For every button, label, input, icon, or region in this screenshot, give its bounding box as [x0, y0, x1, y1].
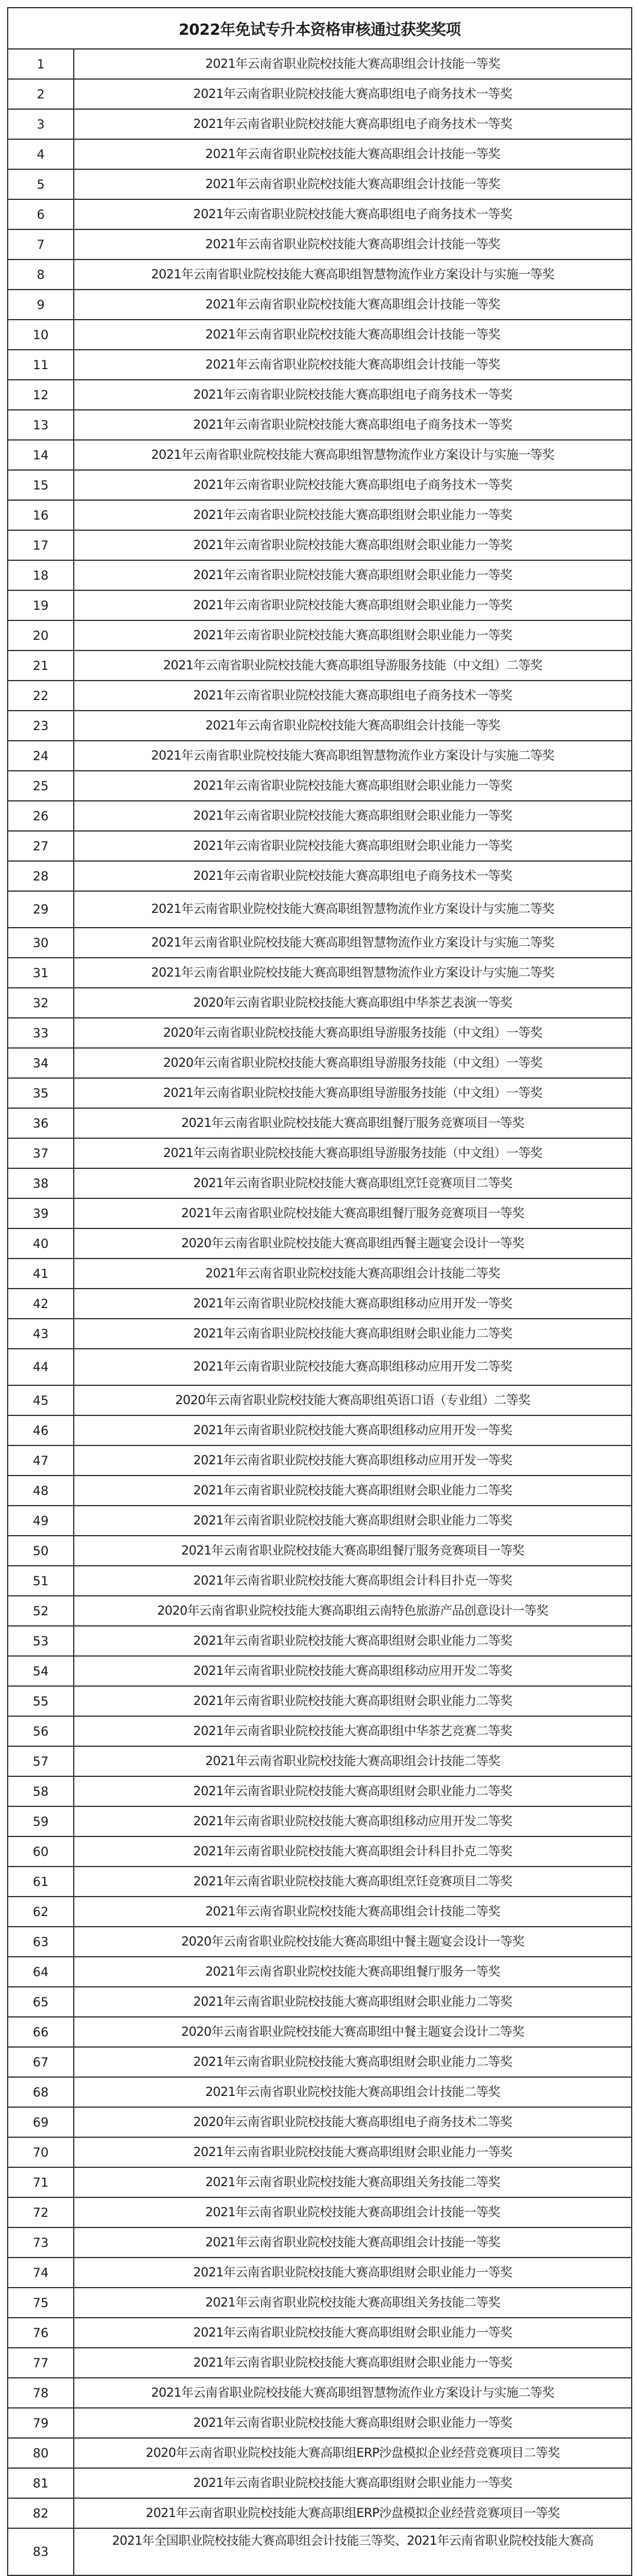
award-name: 2021年云南省职业院校技能大赛高职组财会职业能力二等奖 — [193, 1483, 513, 1497]
table-row — [8, 1596, 631, 1627]
table-row — [8, 621, 631, 651]
row-number: 14 — [8, 441, 74, 469]
table-row — [8, 1717, 631, 1747]
table-row — [8, 1259, 631, 1289]
table-row — [8, 1139, 631, 1169]
award-name: 2020年云南省职业院校技能大赛高职组导游服务技能（中文组）一等奖 — [163, 1025, 543, 1040]
award-name: 2021年云南省职业院校技能大赛高职组财会职业能力一等奖 — [193, 778, 513, 793]
award-name: 2021年云南省职业院校技能大赛高职组移动应用开发一等奖 — [193, 1296, 513, 1310]
row-number: 59 — [8, 1807, 74, 1836]
row-number: 28 — [8, 862, 74, 891]
table-row — [8, 501, 631, 531]
table-row — [8, 50, 631, 80]
row-number: 78 — [8, 2378, 74, 2407]
table-row — [8, 1807, 631, 1837]
row-number: 13 — [8, 410, 74, 439]
table-row — [8, 2228, 631, 2258]
row-number: 69 — [8, 2108, 74, 2137]
award-name: 2021年云南省职业院校技能大赛高职组财会职业能力一等奖 — [193, 808, 513, 823]
table-row — [8, 2348, 631, 2378]
row-number: 53 — [8, 1627, 74, 1655]
row-number: 32 — [8, 988, 74, 1017]
award-name: 2021年云南省职业院校技能大赛高职组烹饪竞赛项目二等奖 — [193, 1175, 513, 1190]
row-number: 38 — [8, 1169, 74, 1198]
row-number: 81 — [8, 2469, 74, 2498]
row-number: 12 — [8, 380, 74, 409]
table-row — [8, 2439, 631, 2469]
row-number: 31 — [8, 958, 74, 987]
table-row — [8, 1199, 631, 1229]
row-number: 36 — [8, 1109, 74, 1138]
table-row — [8, 1386, 631, 1416]
table-row — [8, 410, 631, 441]
award-name: 2021年云南省职业院校技能大赛高职组会计技能一等奖 — [205, 357, 500, 372]
row-number: 49 — [8, 1506, 74, 1535]
row-number: 9 — [8, 290, 74, 319]
award-name: 2021年云南省职业院校技能大赛高职组会计技能一等奖 — [205, 297, 500, 311]
row-number: 52 — [8, 1596, 74, 1625]
award-name: 2021年云南省职业院校技能大赛高职组智慧物流作业方案设计与实施二等奖 — [151, 935, 554, 949]
award-name: 2020年云南省职业院校技能大赛高职组中华茶艺表演一等奖 — [193, 995, 513, 1010]
award-name: 2021年云南省职业院校技能大赛高职组会计科目扑克一等奖 — [193, 1573, 513, 1588]
row-number: 79 — [8, 2409, 74, 2437]
award-name: 2021年云南省职业院校技能大赛高职组财会职业能力一等奖 — [193, 2475, 513, 2490]
row-number: 80 — [8, 2439, 74, 2467]
table-row — [8, 928, 631, 958]
table-row — [8, 958, 631, 988]
table-row — [8, 1018, 631, 1049]
table-row — [8, 1927, 631, 1957]
table-row — [8, 1319, 631, 1349]
table-row — [8, 801, 631, 832]
award-name: 2021年云南省职业院校技能大赛高职组电子商务技术一等奖 — [193, 86, 513, 101]
table-row — [8, 681, 631, 711]
row-number: 71 — [8, 2168, 74, 2197]
row-number: 25 — [8, 771, 74, 800]
row-number: 82 — [8, 2499, 74, 2528]
row-number: 24 — [8, 741, 74, 770]
award-name: 2021年云南省职业院校技能大赛高职组移动应用开发二等奖 — [193, 1359, 513, 1374]
row-number: 4 — [8, 140, 74, 169]
table-row — [8, 988, 631, 1018]
table-row — [8, 1657, 631, 1687]
table-row — [8, 2108, 631, 2138]
award-name: 2021年云南省职业院校技能大赛高职组关务技能二等奖 — [205, 2174, 500, 2189]
table-row — [8, 2378, 631, 2409]
award-name: 2021年云南省职业院校技能大赛高职组财会职业能力一等奖 — [193, 2144, 513, 2159]
row-number: 5 — [8, 170, 74, 199]
table-row — [8, 1957, 631, 1987]
row-number: 61 — [8, 1867, 74, 1896]
award-name: 2021年云南省职业院校技能大赛高职组烹饪竞赛项目二等奖 — [193, 1874, 513, 1888]
table-row — [8, 2469, 631, 2499]
award-name: 2021年云南省职业院校技能大赛高职组ERP沙盘模拟企业经营竞赛项目一等奖 — [146, 2505, 560, 2520]
table-row — [8, 441, 631, 471]
award-name: 2021年云南省职业院校技能大赛高职组电子商务技术一等奖 — [193, 477, 513, 492]
table-row — [8, 2018, 631, 2048]
row-number: 40 — [8, 1229, 74, 1258]
award-name: 2021年云南省职业院校技能大赛高职组财会职业能力二等奖 — [193, 1513, 513, 1527]
table-row — [8, 531, 631, 561]
row-number: 58 — [8, 1777, 74, 1806]
award-name: 2021年云南省职业院校技能大赛高职组财会职业能力一等奖 — [193, 627, 513, 642]
award-name: 2021年云南省职业院校技能大赛高职组移动应用开发一等奖 — [193, 1453, 513, 1467]
award-name: 2020年云南省职业院校技能大赛高职组中餐主题宴会设计一等奖 — [181, 1934, 524, 1949]
row-number: 18 — [8, 561, 74, 590]
table-row — [8, 1987, 631, 2018]
table-title: 2022年免试专升本资格审核通过获奖奖项 — [8, 8, 631, 50]
award-name: 2021年云南省职业院校技能大赛高职组会计科目扑克二等奖 — [193, 1844, 513, 1858]
row-number: 1 — [8, 50, 74, 78]
row-number: 54 — [8, 1657, 74, 1685]
row-number: 47 — [8, 1446, 74, 1475]
award-name: 2021年云南省职业院校技能大赛高职组智慧物流作业方案设计与实施二等奖 — [151, 965, 554, 980]
table-row — [8, 320, 631, 350]
award-name: 2021年云南省职业院校技能大赛高职组导游服务技能（中文组）一等奖 — [163, 1085, 543, 1100]
table-row — [8, 1687, 631, 1717]
table-row — [8, 110, 631, 140]
award-name: 2021年云南省职业院校技能大赛高职组财会职业能力一等奖 — [193, 537, 513, 552]
award-name: 2021年云南省职业院校技能大赛高职组电子商务技术一等奖 — [193, 206, 513, 221]
row-number: 77 — [8, 2348, 74, 2377]
row-number: 48 — [8, 1476, 74, 1505]
award-name: 2021年云南省职业院校技能大赛高职组会计技能一等奖 — [205, 176, 500, 191]
table-row — [8, 170, 631, 200]
award-name: 2021年云南省职业院校技能大赛高职组财会职业能力二等奖 — [193, 1633, 513, 1648]
row-number: 41 — [8, 1259, 74, 1288]
row-number: 65 — [8, 1987, 74, 2016]
table-row — [8, 350, 631, 380]
award-name: 2021年云南省职业院校技能大赛高职组财会职业能力一等奖 — [193, 597, 513, 612]
table-row — [8, 771, 631, 801]
row-number: 75 — [8, 2288, 74, 2317]
row-number: 60 — [8, 1837, 74, 1866]
row-number: 19 — [8, 591, 74, 620]
table-row — [8, 2318, 631, 2348]
award-name: 2021年云南省职业院校技能大赛高职组财会职业能力二等奖 — [193, 1693, 513, 1708]
row-number: 46 — [8, 1416, 74, 1445]
table-row — [8, 892, 631, 928]
table-row — [8, 2168, 631, 2198]
award-name: 2021年云南省职业院校技能大赛高职组餐厅服务竞赛项目一等奖 — [181, 1205, 524, 1220]
table-row — [8, 1446, 631, 1476]
award-name: 2021年云南省职业院校技能大赛高职组会计技能一等奖 — [205, 2235, 500, 2249]
award-name: 2021年云南省职业院校技能大赛高职组财会职业能力二等奖 — [193, 1994, 513, 2009]
award-name: 2021年云南省职业院校技能大赛高职组会计技能一等奖 — [205, 56, 500, 71]
award-name: 2021年云南省职业院校技能大赛高职组财会职业能力一等奖 — [193, 838, 513, 853]
table-row — [8, 1747, 631, 1777]
award-name: 2020年云南省职业院校技能大赛高职组ERP沙盘模拟企业经营竞赛项目二等奖 — [146, 2445, 560, 2460]
row-number: 3 — [8, 110, 74, 139]
award-name: 2021年云南省职业院校技能大赛高职组关务技能二等奖 — [205, 2295, 500, 2309]
award-name: 2021年云南省职业院校技能大赛高职组会计技能一等奖 — [205, 2204, 500, 2219]
row-number: 50 — [8, 1536, 74, 1565]
award-name: 2021年云南省职业院校技能大赛高职组移动应用开发一等奖 — [193, 1422, 513, 1437]
row-number: 11 — [8, 350, 74, 379]
row-number: 22 — [8, 681, 74, 710]
row-number: 6 — [8, 200, 74, 229]
award-name: 2021年云南省职业院校技能大赛高职组财会职业能力一等奖 — [193, 507, 513, 522]
award-name: 2021年云南省职业院校技能大赛高职组财会职业能力一等奖 — [193, 2355, 513, 2370]
award-name: 2021年云南省职业院校技能大赛高职组财会职业能力二等奖 — [193, 1783, 513, 1798]
award-name: 2020年云南省职业院校技能大赛高职组云南特色旅游产品创意设计一等奖 — [157, 1603, 549, 1618]
row-number: 67 — [8, 2048, 74, 2076]
row-number: 7 — [8, 230, 74, 259]
table-row — [8, 1566, 631, 1596]
row-number: 45 — [8, 1386, 74, 1415]
row-number: 2 — [8, 80, 74, 109]
row-number: 29 — [8, 892, 74, 927]
award-name: 2020年云南省职业院校技能大赛高职组电子商务技术二等奖 — [193, 2114, 513, 2129]
table-row — [8, 471, 631, 501]
award-name: 2021年云南省职业院校技能大赛高职组会计技能二等奖 — [205, 1266, 500, 1280]
row-number: 33 — [8, 1018, 74, 1047]
row-number: 10 — [8, 320, 74, 349]
award-name: 2021年云南省职业院校技能大赛高职组财会职业能力一等奖 — [193, 2265, 513, 2279]
award-name: 2021年云南省职业院校技能大赛高职组餐厅服务竞赛项目一等奖 — [181, 1115, 524, 1130]
row-number: 20 — [8, 621, 74, 650]
award-name: 2020年云南省职业院校技能大赛高职组西餐主题宴会设计一等奖 — [181, 1236, 524, 1250]
award-name: 2020年云南省职业院校技能大赛高职组导游服务技能（中文组）一等奖 — [163, 1055, 543, 1070]
award-name: 2021年云南省职业院校技能大赛高职组智慧物流作业方案设计与实施一等奖 — [151, 267, 554, 281]
award-name: 2021年云南省职业院校技能大赛高职组移动应用开发二等奖 — [193, 1813, 513, 1828]
row-number: 30 — [8, 928, 74, 957]
table-row — [8, 2499, 631, 2529]
award-name: 2021年云南省职业院校技能大赛高职组电子商务技术一等奖 — [193, 387, 513, 402]
table-row — [8, 591, 631, 621]
table-row — [8, 862, 631, 892]
row-number: 23 — [8, 711, 74, 740]
table-row — [8, 1416, 631, 1446]
award-name: 2021年云南省职业院校技能大赛高职组电子商务技术一等奖 — [193, 116, 513, 131]
table-row — [8, 1476, 631, 1506]
table-row — [8, 1837, 631, 1867]
award-name: 2021年云南省职业院校技能大赛高职组会计技能二等奖 — [205, 1753, 500, 1768]
table-row — [8, 2198, 631, 2228]
row-number: 70 — [8, 2138, 74, 2167]
row-number: 44 — [8, 1349, 74, 1385]
award-name: 2021年云南省职业院校技能大赛高职组财会职业能力一等奖 — [193, 2415, 513, 2430]
table-row — [8, 1777, 631, 1807]
award-name: 2021年云南省职业院校技能大赛高职组财会职业能力一等奖 — [193, 567, 513, 582]
award-name: 2021年云南省职业院校技能大赛高职组餐厅服务一等奖 — [205, 1964, 500, 1979]
row-number: 64 — [8, 1957, 74, 1986]
table-row — [8, 1079, 631, 1109]
table-row — [8, 711, 631, 741]
award-name: 2021年云南省职业院校技能大赛高职组智慧物流作业方案设计与实施一等奖 — [151, 447, 554, 462]
table-row — [8, 651, 631, 681]
table-row — [8, 741, 631, 771]
awards-table — [7, 7, 632, 2576]
row-number: 15 — [8, 471, 74, 500]
row-number: 35 — [8, 1079, 74, 1108]
row-number: 68 — [8, 2078, 74, 2107]
award-name: 2021年云南省职业院校技能大赛高职组电子商务技术一等奖 — [193, 688, 513, 702]
table-row — [8, 230, 631, 260]
table-row — [8, 832, 631, 862]
award-name: 2021年云南省职业院校技能大赛高职组智慧物流作业方案设计与实施二等奖 — [151, 2385, 554, 2400]
row-number: 74 — [8, 2258, 74, 2287]
row-number: 62 — [8, 1897, 74, 1926]
row-number: 63 — [8, 1927, 74, 1956]
award-name: 2021年云南省职业院校技能大赛高职组财会职业能力二等奖 — [193, 2054, 513, 2069]
row-number: 66 — [8, 2018, 74, 2046]
row-number: 57 — [8, 1747, 74, 1776]
award-name: 2021年云南省职业院校技能大赛高职组会计技能一等奖 — [205, 146, 500, 161]
row-number: 55 — [8, 1687, 74, 1716]
table-row — [8, 1229, 631, 1259]
table-row — [8, 80, 631, 110]
row-number: 83 — [8, 2529, 74, 2575]
award-name: 2020年云南省职业院校技能大赛高职组英语口语（专业组）二等奖 — [175, 1392, 530, 1407]
award-name: 2020年云南省职业院校技能大赛高职组中餐主题宴会设计二等奖 — [181, 2024, 524, 2039]
row-number: 51 — [8, 1566, 74, 1595]
row-number: 26 — [8, 801, 74, 830]
table-row — [8, 200, 631, 230]
table-row — [8, 380, 631, 410]
table-row — [8, 2409, 631, 2439]
table-row — [8, 2048, 631, 2078]
row-number: 8 — [8, 260, 74, 289]
table-row — [8, 290, 631, 320]
table-row — [8, 2529, 631, 2576]
table-row — [8, 1867, 631, 1897]
award-name: 2021年云南省职业院校技能大赛高职组会计技能一等奖 — [205, 327, 500, 341]
table-row — [8, 1349, 631, 1386]
table-row — [8, 1049, 631, 1079]
award-name: 2021年云南省职业院校技能大赛高职组智慧物流作业方案设计与实施二等奖 — [151, 902, 554, 916]
row-number: 21 — [8, 651, 74, 680]
row-number: 56 — [8, 1717, 74, 1746]
award-name: 2021年云南省职业院校技能大赛高职组餐厅服务竞赛项目一等奖 — [181, 1543, 524, 1558]
award-name: 2021年云南省职业院校技能大赛高职组会计技能一等奖 — [205, 718, 500, 732]
table-row — [8, 561, 631, 591]
table-row — [8, 1536, 631, 1566]
table-body — [8, 50, 631, 2576]
award-name: 2021年云南省职业院校技能大赛高职组电子商务技术一等奖 — [193, 868, 513, 883]
table-row — [8, 1627, 631, 1657]
award-name: 2021年云南省职业院校技能大赛高职组财会职业能力二等奖 — [193, 1326, 513, 1340]
award-name: 2021年云南省职业院校技能大赛高职组会计技能二等奖 — [205, 2084, 500, 2099]
table-row — [8, 1169, 631, 1199]
table-row — [8, 1289, 631, 1319]
row-number: 27 — [8, 832, 74, 860]
table-row — [8, 1506, 631, 1536]
table-row — [8, 2078, 631, 2108]
row-number: 76 — [8, 2318, 74, 2347]
table-row — [8, 1109, 631, 1139]
row-number: 42 — [8, 1289, 74, 1318]
row-number: 37 — [8, 1139, 74, 1168]
award-name: 2021年云南省职业院校技能大赛高职组电子商务技术一等奖 — [193, 417, 513, 432]
award-name: 2021年云南省职业院校技能大赛高职组移动应用开发二等奖 — [193, 1663, 513, 1678]
table-row — [8, 140, 631, 170]
award-name: 2021年全国职业院校技能大赛高职组会计技能三等奖、2021年云南省职业院校技能大赛高 — [111, 2534, 594, 2548]
award-name: 2021年云南省职业院校技能大赛高职组会计技能一等奖 — [205, 236, 500, 251]
row-number: 34 — [8, 1049, 74, 1077]
award-name: 2021年云南省职业院校技能大赛高职组财会职业能力一等奖 — [193, 2325, 513, 2340]
row-number: 17 — [8, 531, 74, 560]
table-row — [8, 2258, 631, 2288]
row-number: 72 — [8, 2198, 74, 2227]
row-number: 16 — [8, 501, 74, 530]
table-row — [8, 260, 631, 290]
award-name: 2021年云南省职业院校技能大赛高职组会计技能二等奖 — [205, 1904, 500, 1918]
table-row — [8, 2288, 631, 2318]
award-name: 2021年云南省职业院校技能大赛高职组中华茶艺竞赛二等奖 — [193, 1723, 513, 1738]
row-number: 39 — [8, 1199, 74, 1228]
award-name: 2021年云南省职业院校技能大赛高职组导游服务技能（中文组）一等奖 — [163, 1145, 543, 1160]
table-row — [8, 2138, 631, 2168]
award-name: 2021年云南省职业院校技能大赛高职组智慧物流作业方案设计与实施二等奖 — [151, 748, 554, 763]
table-row — [8, 1897, 631, 1927]
award-name: 2021年云南省职业院校技能大赛高职组导游服务技能（中文组）二等奖 — [163, 658, 543, 672]
row-number: 43 — [8, 1319, 74, 1348]
row-number: 73 — [8, 2228, 74, 2257]
